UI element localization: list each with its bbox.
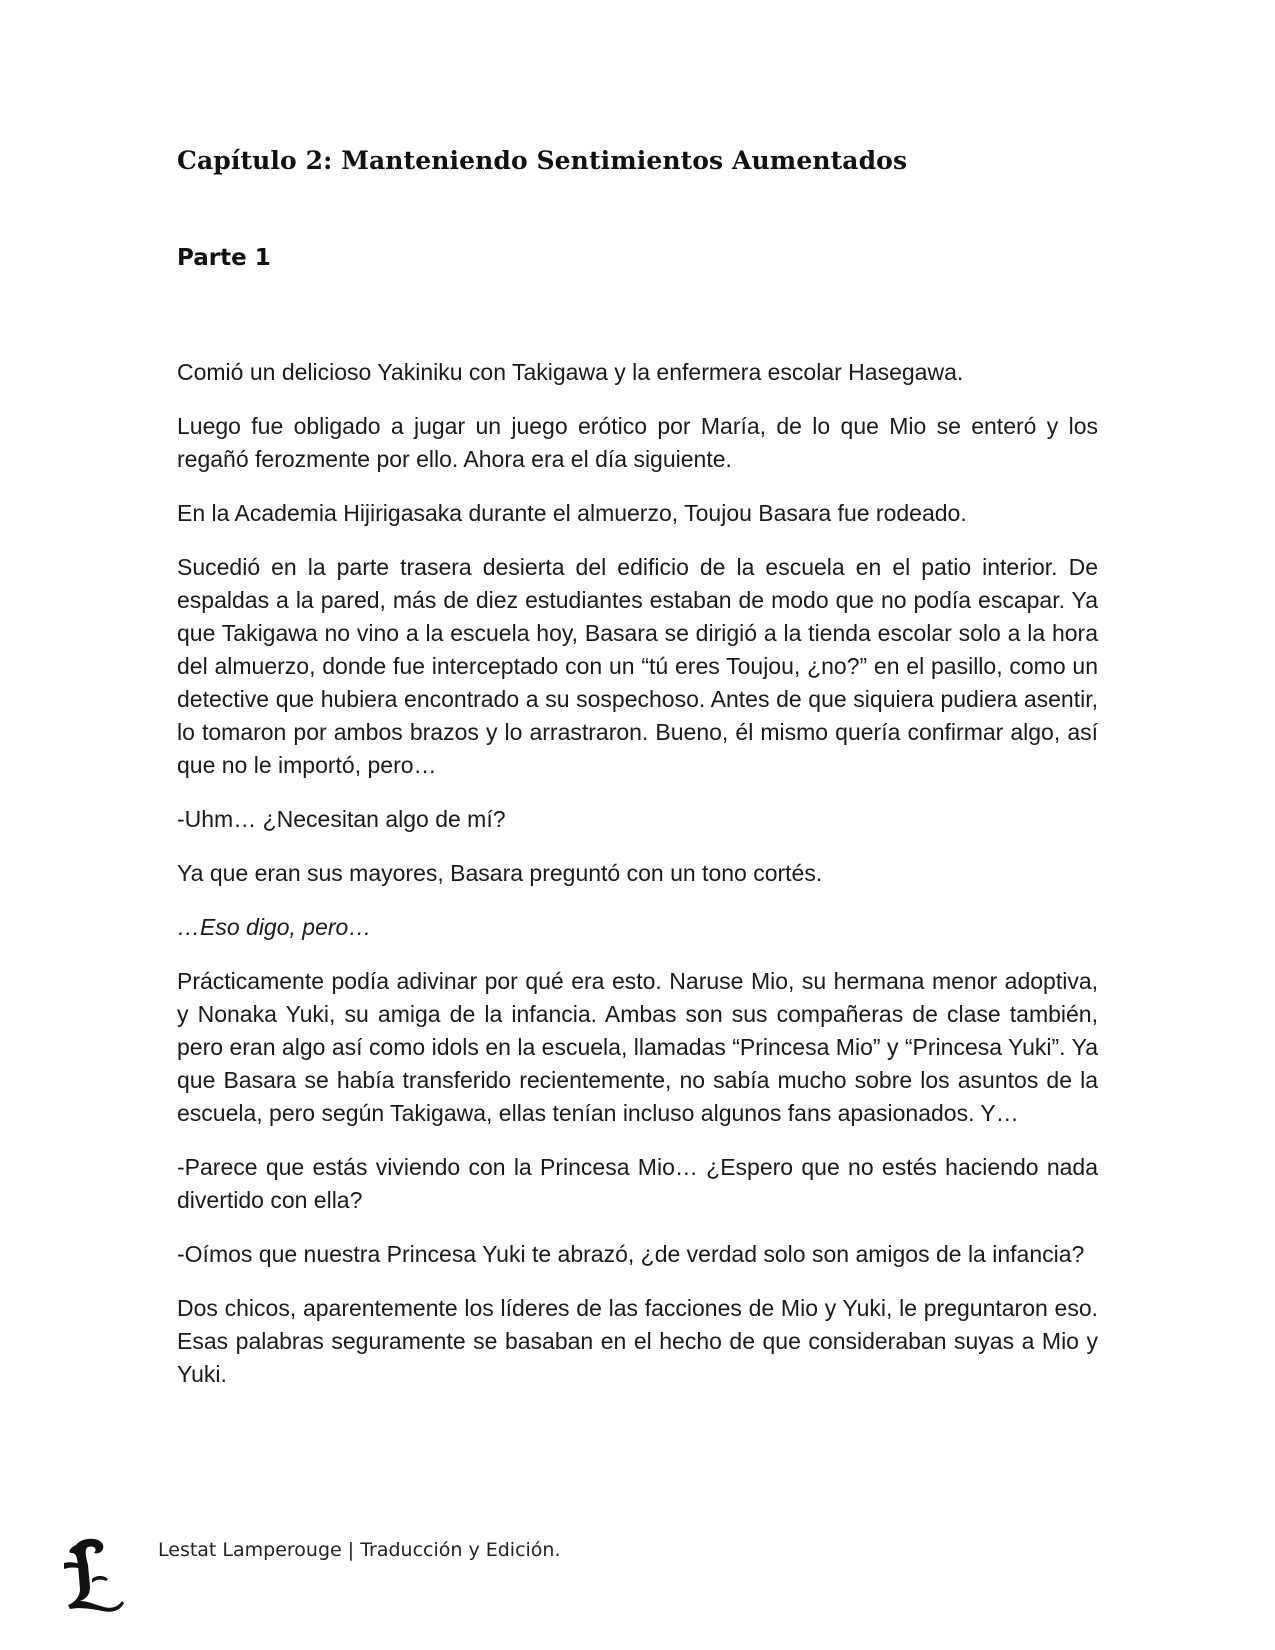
dialogue-line: -Oímos que nuestra Princesa Yuki te abrazó, ¿de verdad solo son amigos de la infancia? bbox=[177, 1241, 1085, 1267]
body-text bbox=[177, 356, 1098, 1412]
paragraph: Prácticamente podía adivinar por qué era esto. Naruse Mio, su hermana menor adoptiva, y Nonaka Yuki, su amiga de la infancia. Ambas son sus compañeras de clase también, pero eran algo así como idols en la escuela, llamadas “Princesa Mio” y “Princesa Yuki”. Ya que Basara se había transferido recientemente, no sabía mucho sobre los asuntos de la escuela, pero según Takigawa, ellas tenían incluso algunos fans apasionados. Y… bbox=[177, 968, 1098, 1126]
paragraph: Dos chicos, aparentemente los líderes de las facciones de Mio y Yuki, le preguntaron eso. Esas palabras seguramente se basaban en el hecho de que consideraban suyas a Mio y Yuki. bbox=[177, 1295, 1098, 1387]
inner-thought: …Eso digo, pero… bbox=[177, 914, 372, 940]
dialogue-line: -Uhm… ¿Necesitan algo de mí? bbox=[177, 806, 506, 832]
gothic-l-logo-icon bbox=[62, 1535, 128, 1613]
paragraph: Luego fue obligado a jugar un juego erótico por María, de lo que Mio se enteró y los regañó ferozmente por ello. Ahora era el día siguiente. bbox=[177, 413, 1098, 472]
chapter-title: Capítulo 2: Manteniendo Sentimientos Aumentados bbox=[177, 146, 908, 175]
dialogue-line: -Parece que estás viviendo con la Princesa Mio… ¿Espero que no estés haciendo nada divertido con ella? bbox=[177, 1154, 1098, 1213]
page-footer bbox=[62, 1535, 762, 1615]
part-title: Parte 1 bbox=[177, 245, 271, 271]
footer-credit: Lestat Lamperouge | Traducción y Edición. bbox=[158, 1539, 561, 1561]
paragraph: Comió un delicioso Yakiniku con Takigawa y la enfermera escolar Hasegawa. bbox=[177, 359, 964, 385]
paragraph: En la Academia Hijirigasaka durante el almuerzo, Toujou Basara fue rodeado. bbox=[177, 500, 967, 526]
paragraph: Sucedió en la parte trasera desierta del edificio de la escuela en el patio interior. De espaldas a la pared, más de diez estudiantes estaban de modo que no podía escapar. Ya que Takigawa no vino a la escuela hoy, Basara se dirigió a la tienda escolar solo a la hora del almuerzo, donde fue interceptado con un “tú eres Toujou, ¿no?” en el pasillo, como un detective que hubiera encontrado a su sospechoso. Antes de que siquiera pudiera asentir, lo tomaron por ambos brazos y lo arrastraron. Bueno, él mismo quería confirmar algo, así que no le importó, pero… bbox=[177, 554, 1098, 778]
paragraph: Ya que eran sus mayores, Basara preguntó con un tono cortés. bbox=[177, 860, 823, 886]
